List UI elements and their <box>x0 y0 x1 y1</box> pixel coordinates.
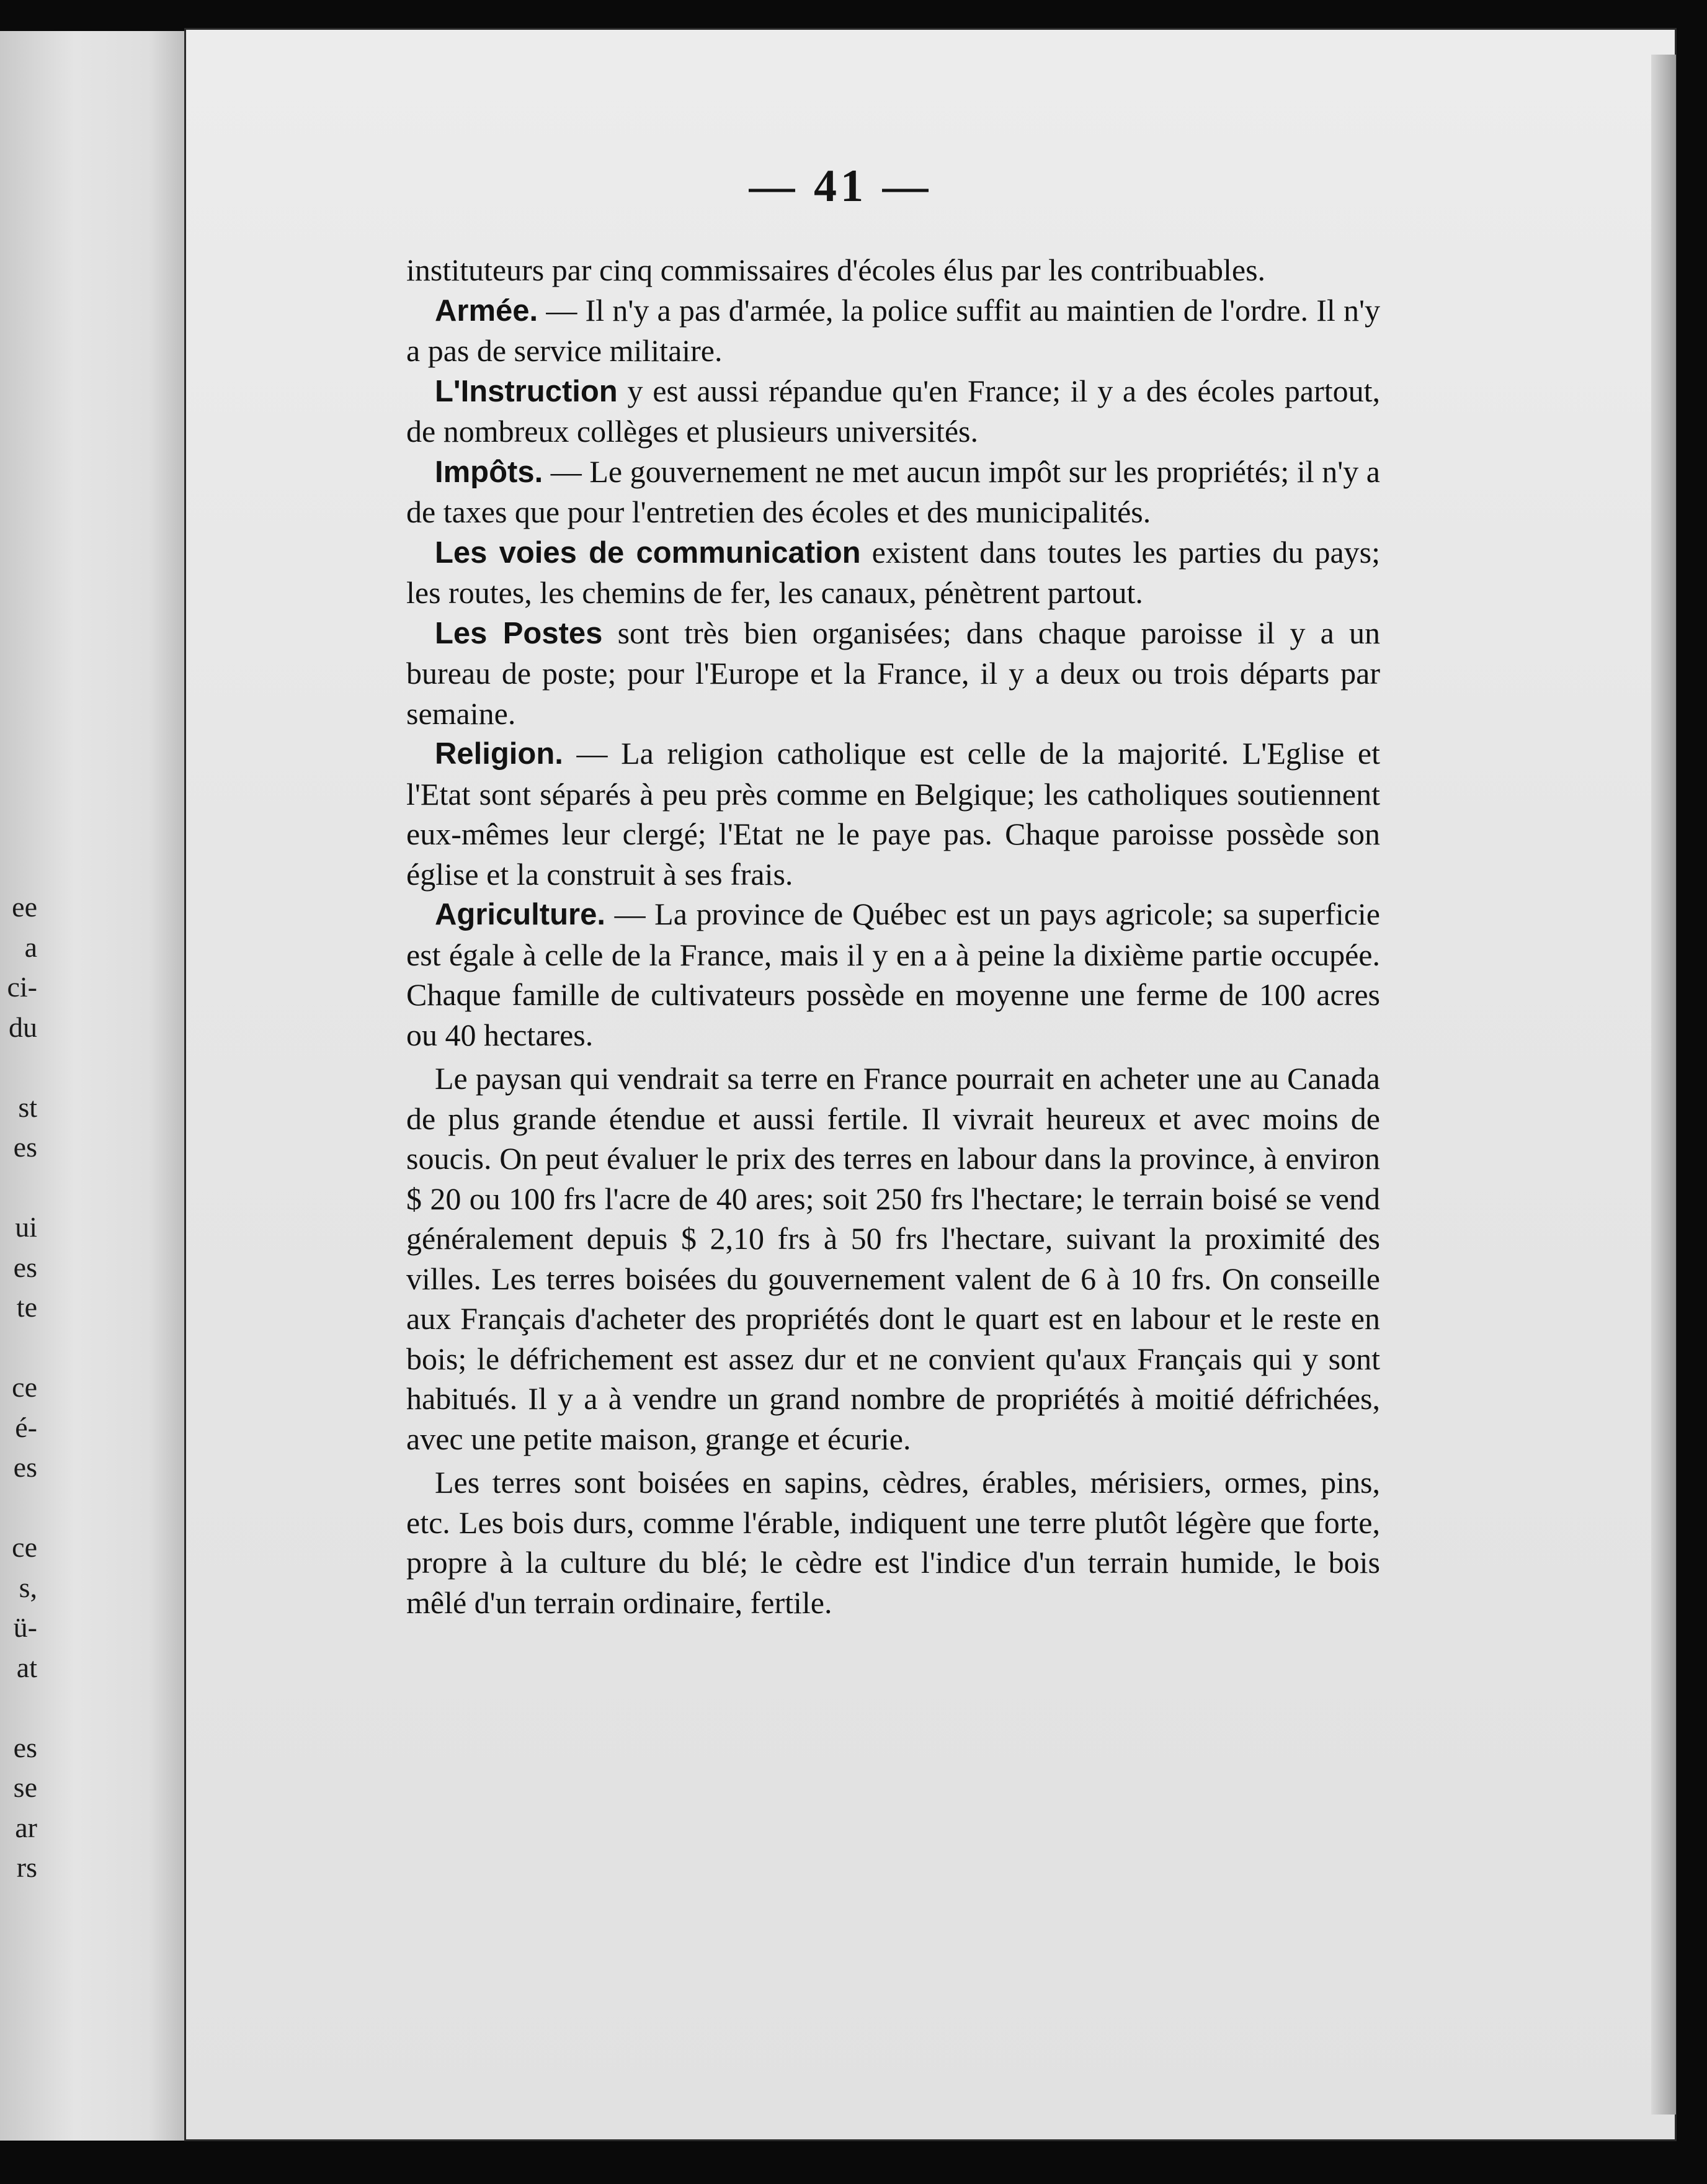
margin-fragment: rs <box>16 1851 37 1883</box>
paragraph-text: sont très bien organisées; dans chaque paroisse il y a un bureau de poste; pour l'Europe et la France, il y a deux ou trois départs par semaine. <box>406 615 1380 731</box>
page-edge <box>1651 55 1676 2115</box>
margin-fragment: es <box>13 1131 37 1163</box>
paragraph <box>406 532 1380 613</box>
paragraph <box>406 894 1380 1055</box>
margin-fragment: es <box>13 1251 37 1283</box>
margin-fragment: ui <box>15 1211 37 1243</box>
margin-fragment: ci- <box>7 971 37 1003</box>
paragraph-heading: Agriculture. <box>435 898 605 931</box>
facing-page-margin-text <box>0 887 37 1888</box>
margin-fragment <box>0 1328 37 1368</box>
paragraph-text: y est aussi répandue qu'en France; il y a des écoles partout, de nombreux collèges et plusieurs universités. <box>406 373 1380 449</box>
margin-fragment: ce <box>12 1531 37 1563</box>
margin-fragment: st <box>18 1091 37 1123</box>
margin-fragment <box>0 1168 37 1208</box>
paragraph-text: — La province de Québec est un pays agricole; sa superficie est égale à celle de la France, mais il y en a à peine la dixième partie occupée. Chaque famille de cultivateurs possède en moyenne une ferme de 100 acres ou 40 hectares. <box>406 897 1380 1052</box>
facing-page <box>0 31 186 2141</box>
paragraph-heading: Armée. <box>435 293 538 328</box>
paragraph <box>406 1058 1380 1459</box>
paragraph-text: instituteurs par cinq commissaires d'écoles élus par les contribuables. <box>406 253 1266 287</box>
paragraph-text: existent dans toutes les parties du pays; les routes, les chemins de fer, les canaux, pénètrent partout. <box>406 534 1380 610</box>
margin-fragment: es <box>13 1731 37 1763</box>
paragraph <box>406 613 1380 734</box>
paragraph-text: Le paysan qui vendrait sa terre en France pourrait en acheter une au Canada de plus grande étendue et aussi fertile. Il vivrait heureux et avec moins de soucis. On peut évaluer le prix des terres en labour dans la province, à environ $ 20 ou 100 frs l'acre de 40 ares; soit 250 frs l'hectare; le terrain boisé se vend généralement depuis $ 2,10 frs à 50 frs l'hectare, suivant la proximité des villes. Les terres boisées du gouvernement valent de 6 à 10 frs. On conseille aux Français d'acheter des propriétés dont le quart est en labour et le reste en bois; le défrichement est assez dur et ne convient qu'aux Français qui y sont habitués. Il y a à vendre un grand nombre de propriétés à moitié défrichées, avec une petite maison, grange et écurie. <box>406 1061 1380 1456</box>
margin-fragment <box>0 1047 37 1088</box>
margin-fragment: du <box>9 1011 37 1043</box>
margin-fragment: ü- <box>13 1611 37 1643</box>
margin-fragment: ee <box>12 891 37 923</box>
paragraph-text: Les terres sont boisées en sapins, cèdres, érables, mérisiers, ormes, pins, etc. Les bois durs, comme l'érable, indiquent une terre plutôt légère que forte, propre à la culture du blé; le cèdre est l'indice d'un terrain humide, le bois mêlé d'un terrain ordinaire, fertile. <box>406 1465 1380 1620</box>
paragraph <box>406 733 1380 894</box>
paragraph <box>406 250 1380 290</box>
margin-fragment: s, <box>19 1571 37 1603</box>
margin-fragment: es <box>13 1451 37 1483</box>
paragraph <box>406 290 1380 371</box>
margin-fragment: at <box>16 1651 37 1683</box>
margin-fragment: ar <box>15 1811 37 1843</box>
paragraph-heading: Les Postes <box>435 616 603 650</box>
margin-fragment: a <box>24 931 37 963</box>
document-page <box>186 30 1675 2139</box>
paragraph-heading: Les voies de communication <box>435 535 861 570</box>
paragraph <box>406 1462 1380 1622</box>
paragraph-text: — Le gouvernement ne met aucun impôt sur les propriétés; il n'y a de taxes que pour l'entretien des écoles et des municipalités. <box>406 454 1380 529</box>
margin-fragment: é- <box>15 1411 37 1443</box>
body-text <box>406 250 1380 1622</box>
paragraph-text: — La religion catholique est celle de la majorité. L'Eglise et l'Etat sont séparés à peu près comme en Belgique; les catholiques soutiennent eux-mêmes leur clergé; l'Etat ne le paye pas. Chaque paroisse possède son église et la construit à ses frais. <box>406 736 1380 892</box>
paragraph <box>406 371 1380 452</box>
margin-fragment: se <box>13 1771 37 1803</box>
paragraph-heading: Religion. <box>435 737 563 771</box>
paragraph <box>406 452 1380 532</box>
margin-fragment <box>0 1688 37 1728</box>
page-number: — 41 — <box>749 161 932 212</box>
paragraph-text: — Il n'y a pas d'armée, la police suffit au maintien de l'ordre. Il n'y a pas de service militaire. <box>406 292 1380 368</box>
margin-fragment <box>0 1488 37 1528</box>
margin-fragment: te <box>16 1291 37 1323</box>
paragraph-heading: L'Instruction <box>435 374 618 408</box>
margin-fragment: ce <box>12 1371 37 1403</box>
paragraph-heading: Impôts. <box>435 455 543 489</box>
